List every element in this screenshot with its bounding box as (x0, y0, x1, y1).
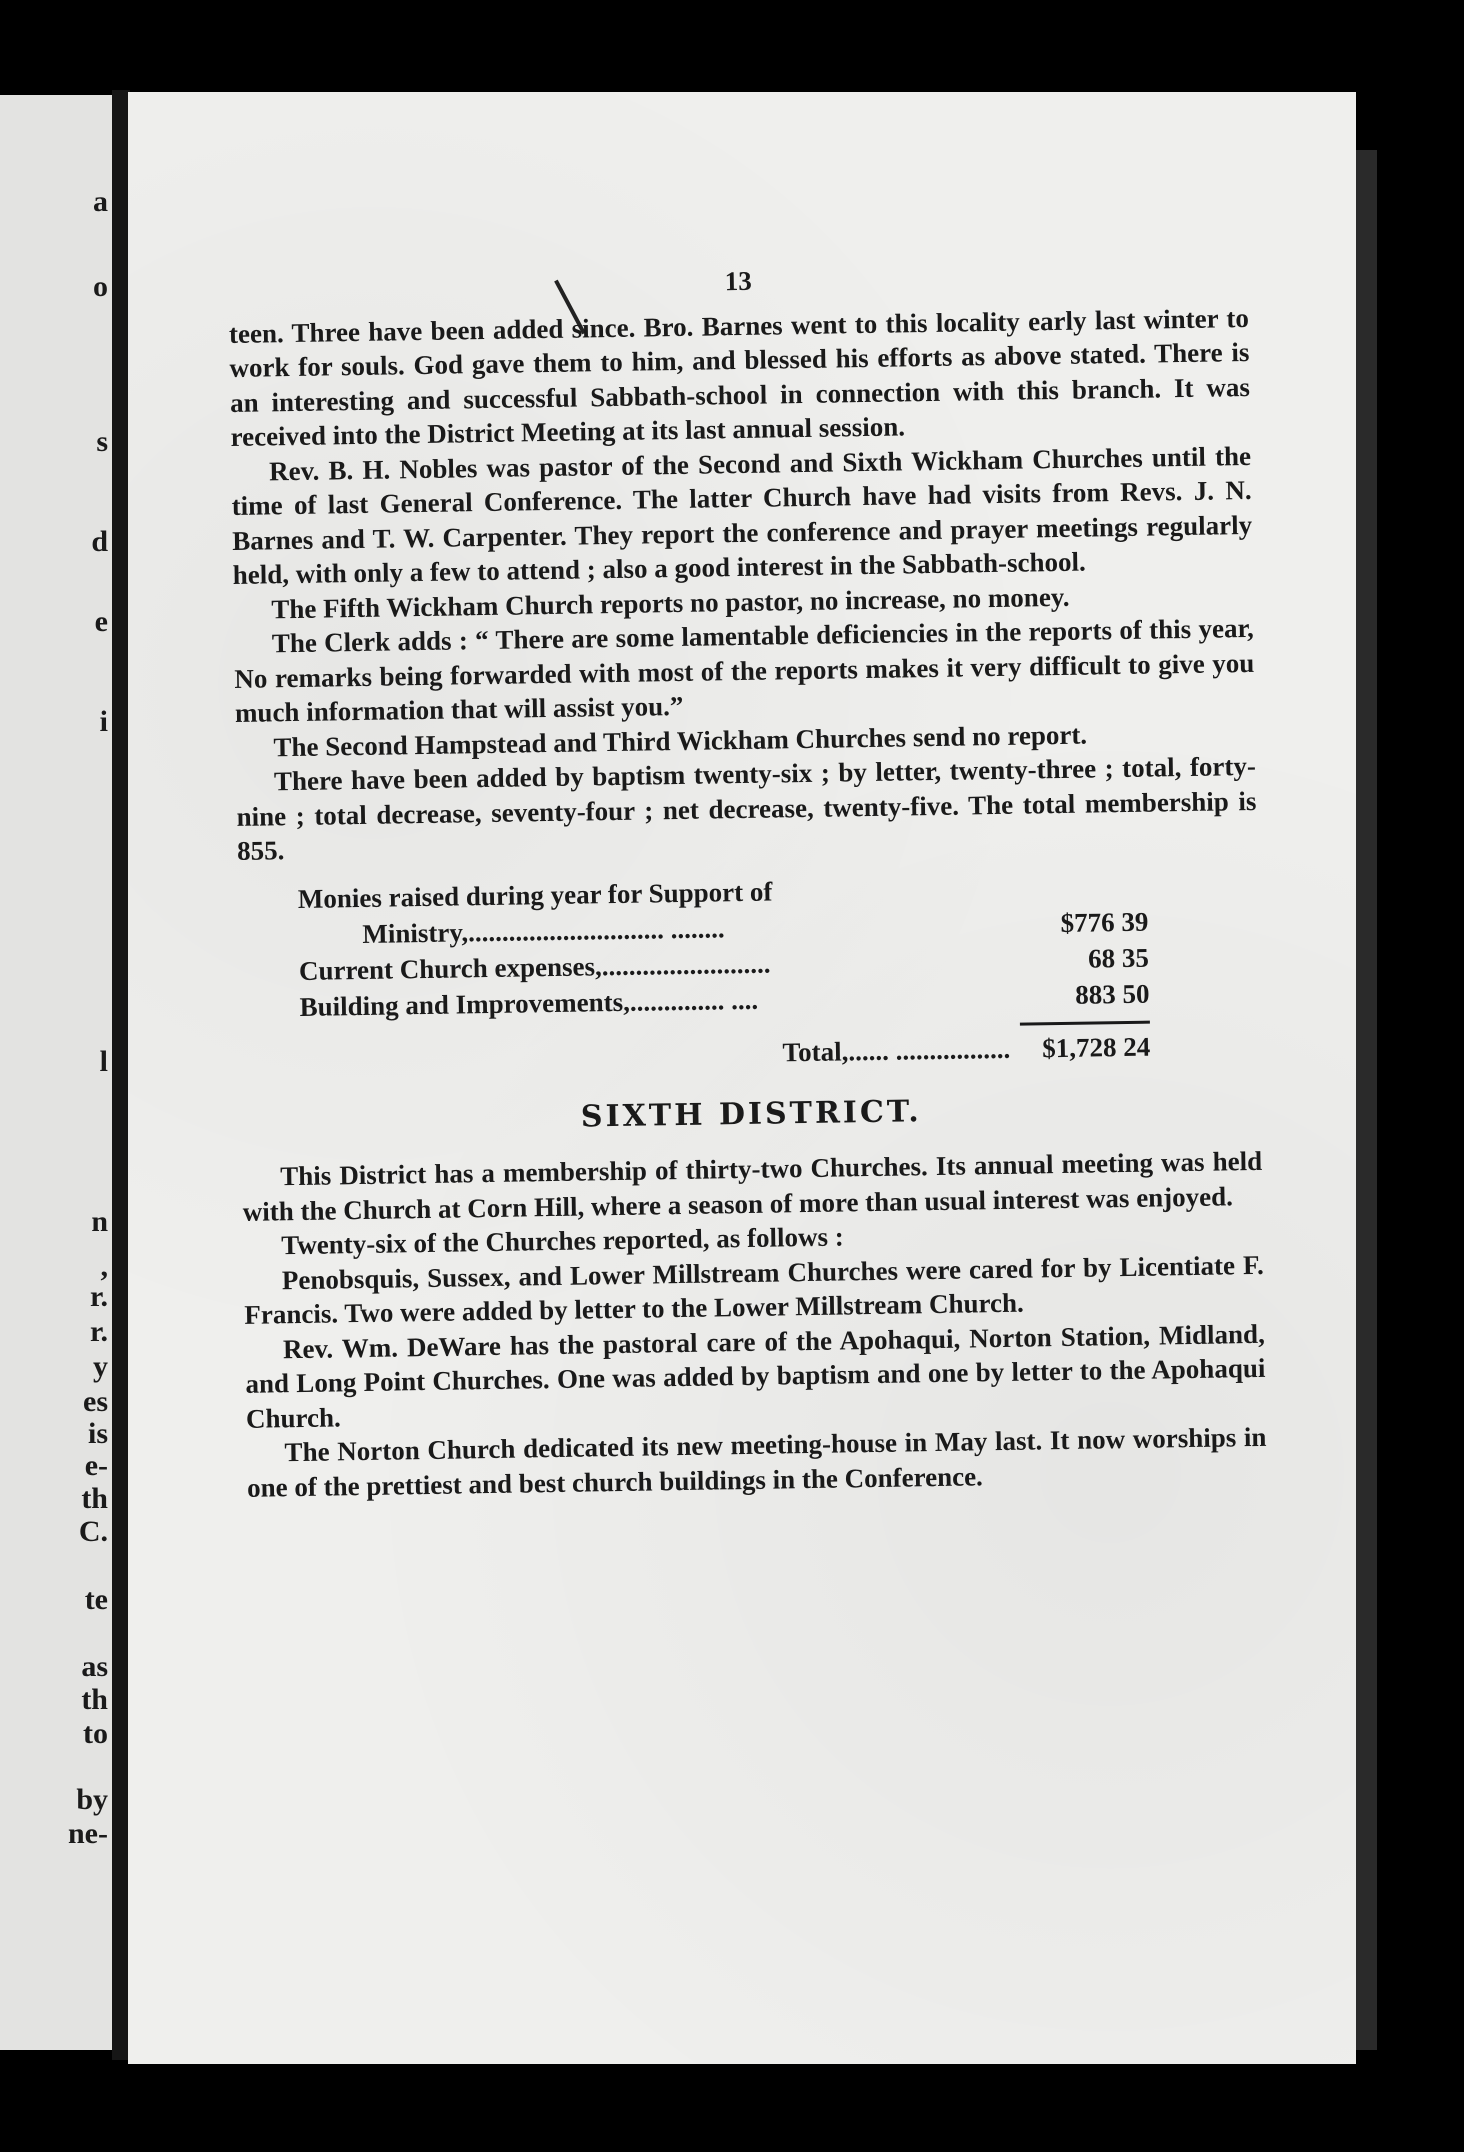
left-page-fragment: a (93, 185, 108, 218)
left-page-fragment: e (94, 605, 108, 638)
page-text (228, 256, 1267, 1505)
page-number: 13 (724, 265, 752, 297)
left-page-fragment: o (93, 270, 108, 303)
left-page-fragment: as (81, 1650, 108, 1683)
paragraph: Penobsquis, Sussex, and Lower Millstream Churches were cared for by Licentiate F. Francis. Two were added by letter to the Lower Millstream Church. (244, 1249, 1264, 1330)
left-page-fragment: to (83, 1717, 108, 1750)
paragraph: There have been added by baptism twenty-six ; by letter, twenty-three ; total, forty-nine ; total decrease, seventy-four ; net decrease, twenty-five. The total membership is 855. (236, 750, 1257, 866)
total-amount: $1,728 24 (1042, 1031, 1151, 1063)
left-page-margin (0, 95, 118, 2050)
left-page-fragment: th (81, 1482, 108, 1515)
paragraph: The Second Hampstead and Third Wickham Churches send no report. (273, 719, 1088, 762)
left-page-fragment: s (96, 425, 108, 458)
left-page-fragment: n (91, 1205, 108, 1238)
left-page-fragment: i (99, 705, 108, 738)
total-label: Total,...... ................. (782, 1033, 1011, 1067)
paragraph: Rev. B. H. Nobles was pastor of the Second and Sixth Wickham Churches until the time of last General Conference. The latter Church have had visits from Revs. J. N. Barnes and T. W. Carpenter. They report the conference and prayer meetings regularly held, with only a few to attend ; also a good interest in the Sabbath-school. (231, 440, 1253, 590)
paragraph: Rev. Wm. DeWare has the pastoral care of the Apohaqui, Norton Station, Midland, and Long Point Churches. One was added by baptism and one by letter to the Apohaqui Church. (245, 1318, 1266, 1434)
book-page (128, 92, 1356, 2064)
left-page-fragment: te (84, 1583, 108, 1616)
left-page-fragment: th (81, 1683, 108, 1716)
section-heading: SIXTH DISTRICT. (580, 1093, 922, 1135)
paragraph: The Clerk adds : “ There are some lamentable deficiencies in the reports of this year, No remarks being forwarded with most of the reports makes it very difficult to give you much information that will assist you.” (234, 612, 1255, 728)
left-page-fragment: C. (78, 1515, 108, 1548)
left-page-fragment: is (87, 1417, 108, 1450)
left-page-fragment: r. (89, 1315, 108, 1348)
money-amount: 883 50 (1074, 978, 1150, 1010)
money-label: Current Church expenses,......................... (298, 948, 771, 986)
money-amount: 68 35 (1087, 942, 1150, 974)
left-page-fragment: ne- (68, 1817, 108, 1850)
paragraph: The Norton Church dedicated its new meeting-house in May last. It now worships in one of the prettiest and best church buildings in the Conference. (246, 1421, 1267, 1503)
money-intro: Monies raised during year for Support of (297, 876, 773, 914)
left-page-fragment: by (76, 1783, 108, 1816)
paragraph: teen. Three have been added since. Bro. Barnes went to this locality early last winter to work for souls. God gave them to him, and blessed his efforts as above stated. There is an interesting and successful Sabbath-school in connection with this branch. It was received into the District Meeting at its last annual session. (228, 302, 1251, 452)
left-page-fragment: r. (89, 1280, 108, 1313)
paragraph: The Fifth Wickham Church reports no pastor, no increase, no money. (271, 581, 1070, 624)
money-label: Ministry,............................. ........ (362, 912, 725, 949)
money-amount: $776 39 (1060, 906, 1149, 938)
total-rule (1020, 1020, 1150, 1025)
left-page-fragment: d (91, 525, 108, 558)
paragraph: This District has a membership of thirty-two Churches. Its annual meeting was held with the Church at Corn Hill, where a season of more than usual interest was enjoyed. (242, 1145, 1263, 1227)
left-page-fragment: , (100, 1250, 108, 1283)
money-total-row (300, 1029, 1150, 1078)
left-page-fragment: e- (84, 1449, 108, 1482)
left-page-fragment: es (83, 1385, 108, 1418)
left-page-fragment: y (93, 1350, 108, 1383)
money-label: Building and Improvements,.............. .... (299, 984, 759, 1022)
paragraph: Twenty-six of the Churches reported, as follows : (281, 1221, 844, 1261)
money-table (298, 868, 1151, 1078)
left-page-fragment: l (99, 1045, 108, 1078)
